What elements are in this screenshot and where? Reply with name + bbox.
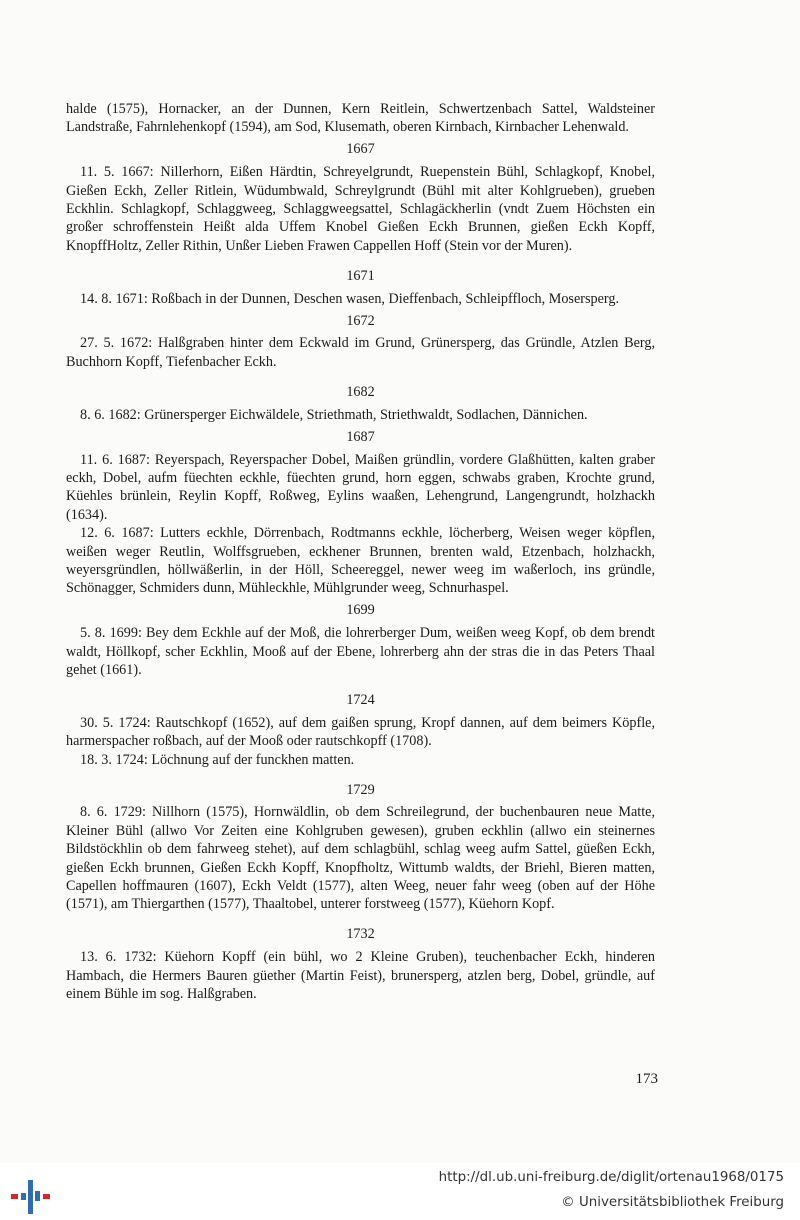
text-paragraph: 13. 6. 1732: Küehorn Kopff (ein bühl, wo 2 Kleine Gruben), teuchenbacher Eckh, hinderen Hambach, die Hermers Bauren güether (Martin Feist), brunersperg, atzlen berg, Dobel, gründle, auf einem Bühle im sog. Halßgraben. [66,949,655,1003]
footer-copyright: © Universitätsbibliothek Freiburg [561,1195,784,1210]
year-heading: 1699 [346,602,375,619]
text-paragraph: 12. 6. 1687: Lutters eckhle, Dörrenbach, Rodtmanns eckhle, löcherberg, Weisen weger köpflen, weißen weger Reutlin, Wolffsgrueben, eckhener Brunnen, brenten wald, Etzenbach, holzhackh, weyersgründlen, höllwäßerlin, in der Höll, Scheereggel, newer weeg im waßerloch, ins gründle, Schönagger, Schmiders dunn, Mühleckhle, Mühlgrunder weeg, Schnurhaspel. [66,525,655,597]
text-paragraph: 14. 8. 1671: Roßbach in der Dunnen, Deschen wasen, Dieffenbach, Schleipffloch, Mosersperg. [80,290,619,307]
year-heading: 1671 [346,267,375,284]
paragraph-gap [66,371,655,379]
year-heading: 1729 [346,781,375,798]
text-paragraph: 5. 8. 1699: Bey dem Eckhle auf der Moß, die lohrerberger Dum, weißen weeg Kopf, ob dem brendt waldt, Höllkopf, scher Eckhlin, Mooß auf der Ebene, lohrerberg ahn der stras die in das Peters Thaal gehet (1661). [66,625,655,678]
text-paragraph: 8. 6. 1729: Nillhorn (1575), Hornwäldlin, ob dem Schreilegrund, der buchenbauren neue Matte, Kleiner Bühl (allwo Vor Zeiten eine Kohlgruben gewesen), gruben eckhlin (allwo ein steinernes Bildstöckhlin ob dem fahrweeg stehet), auf dem schlagbühl, schlag weeg aufm Sattel, güeßen Eckh, gießen Eckh brunnen, Gießen Eckh Kopff, Knopfholtz, Wittumb waldts, der Briehl, Bieren matten, Capellen hoffmauren (1607), Eckh Veldt (1577), alten Weeg, neuer fahr weeg (oben auf der Höhe (1571), am Thiergarthen (1577), Thaaltobel, unterer forstweeg (1577), Küehorn Kopf. [66,804,655,913]
text-paragraph: 11. 6. 1687: Reyerspach, Reyerspacher Dobel, Maißen gründlin, vordere Glaßhütten, kalten graber eckh, Dobel, aufm füechten eckhle, füechten grund, horn eggen, schwabs graben, Krochte grund, Küehles brünlein, Reylin Kopff, Roßweg, Eylins waaßen, Lehengrund, Langengrundt, holzhackh (1634). [66,451,655,523]
year-heading: 1682 [346,383,375,400]
text-paragraph: halde (1575), Hornacker, an der Dunnen, Kern Reitlein, Schwertzenbach Sattel, Waldsteiner Landstraße, Fahrnlehenkopf (1594), am Sod, Klusemath, oberen Kirnbach, Kirnbacher Lehenwald. [66,101,655,136]
year-heading: 1724 [346,691,375,708]
page-content [66,100,655,1003]
text-paragraph: 18. 3. 1724: Löchnung auf der funckhen matten. [80,751,355,768]
year-heading: 1667 [346,141,375,158]
year-heading: 1732 [346,926,375,943]
paragraph-gap [66,914,655,922]
viewer-footer [0,1163,800,1220]
year-heading: 1687 [346,428,375,445]
ub-freiburg-logo-icon[interactable] [8,1171,52,1215]
footer-url-link[interactable]: http://dl.ub.uni-freiburg.de/diglit/ortenau1968/0175 [438,1170,784,1185]
text-paragraph: 11. 5. 1667: Nillerhorn, Eißen Härdtin, Schreyelgrundt, Ruepenstein Bühl, Schlagkopf, Knobel, Gießen Eckh, Zeller Ritlein, Wüdumbwald, Schreylgrundt (Bühl mit alter Kohlgrueben), grueben Eckhlin. Schlagkopf, Schlaggweeg, Schlaggweegsattel, Schlagäckherlin (vndt Zuem Höchsten ein großer schroffenstein Heißt alda Uffem Knobel Gießen Eckh Brunnen, gießen Eckh Kopff, KnopffHoltz, Zeller Rithin, Unßer Lieben Frawen Cappellen Hoff (Stein vor der Muren). [66,164,655,254]
paragraph-gap [66,255,655,263]
page-number: 173 [635,1071,658,1087]
paragraph-gap [66,769,655,777]
text-paragraph: 27. 5. 1672: Halßgraben hinter dem Eckwald im Grund, Grünersperg, das Gründle, Atzlen Berg, Buchhorn Kopff, Tiefenbacher Eckh. [66,335,655,370]
text-paragraph: 8. 6. 1682: Grünersperger Eichwäldele, Striethmath, Striethwaldt, Sodlachen, Dännichen. [80,406,588,423]
year-heading: 1672 [346,312,375,329]
paragraph-gap [66,679,655,687]
text-paragraph: 30. 5. 1724: Rautschkopf (1652), auf dem gaißen sprung, Kropf dannen, auf dem beimers Köpfle, harmerspacher roßbach, auf der Mooß oder rautschkopff (1708). [66,714,655,750]
